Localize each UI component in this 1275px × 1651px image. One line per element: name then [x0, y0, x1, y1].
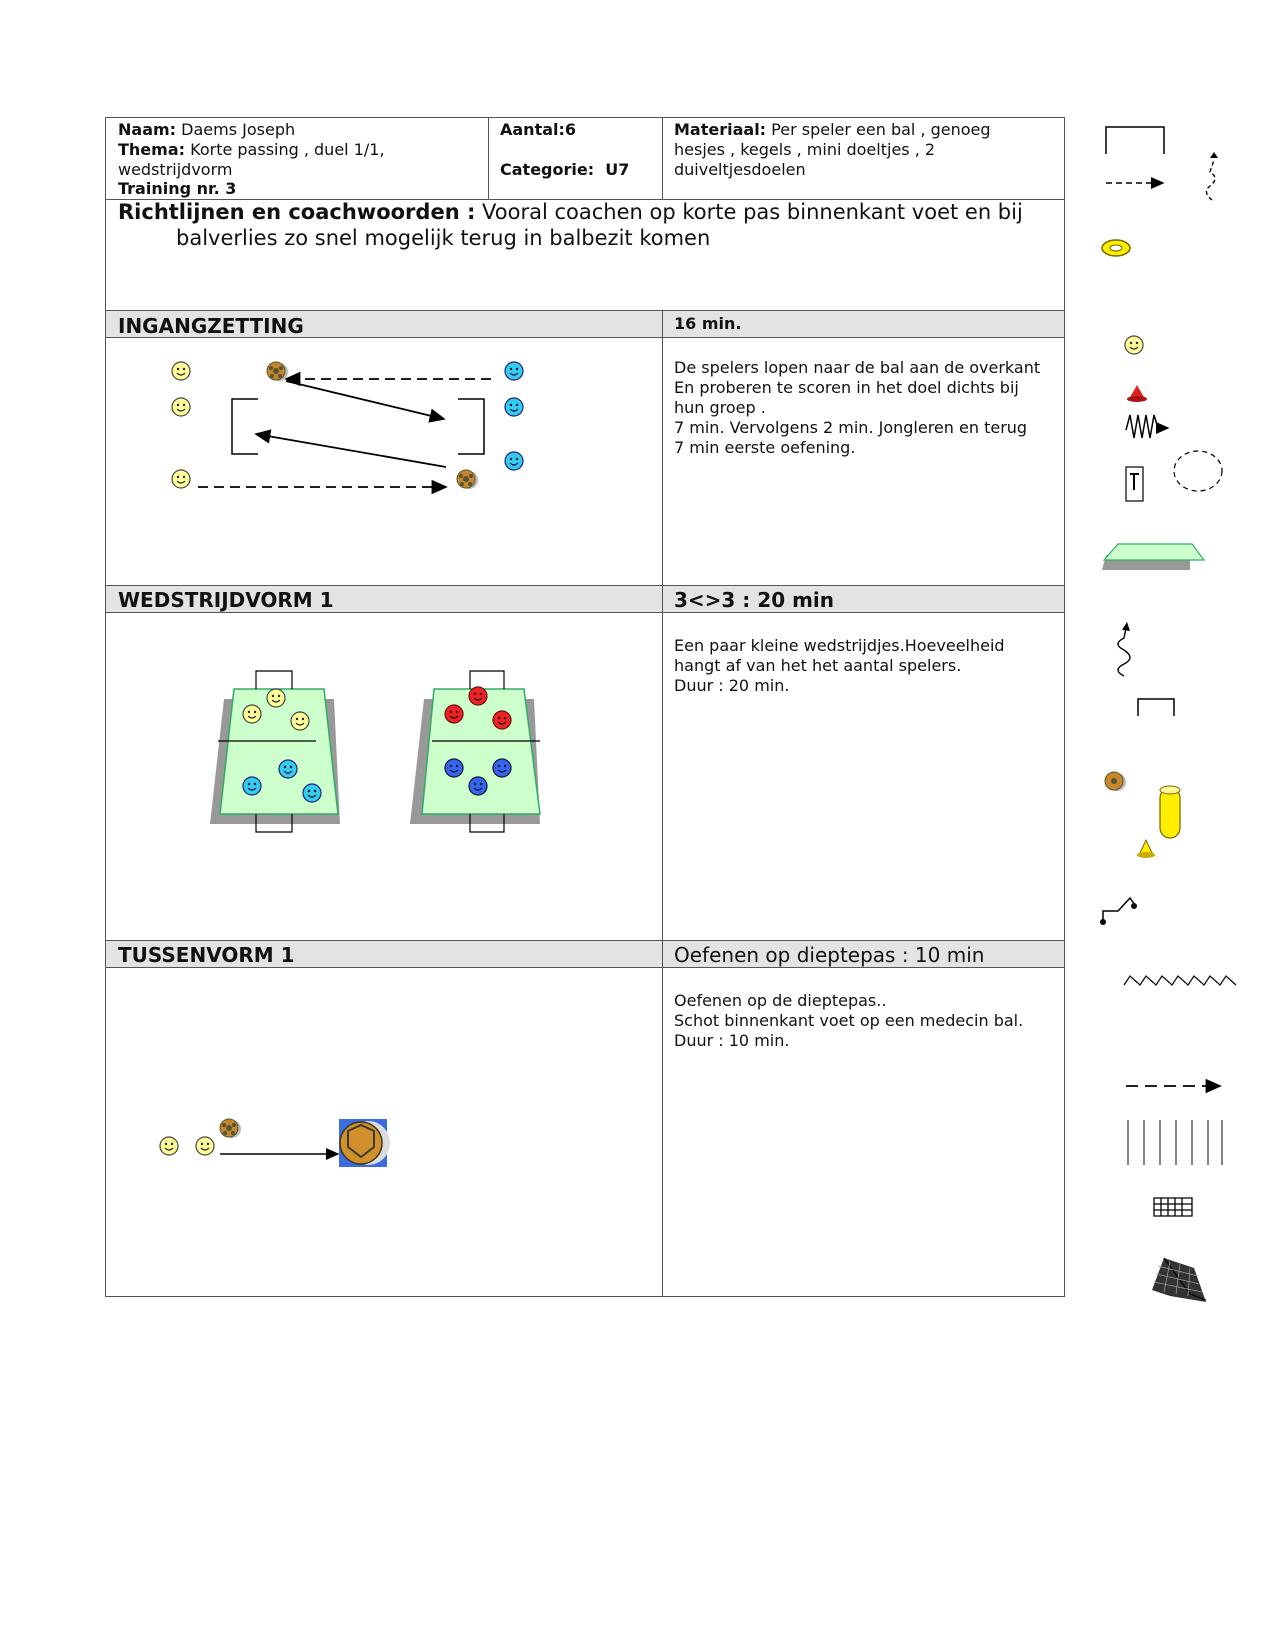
- section-title: WEDSTRIJDVORM 1: [118, 588, 334, 612]
- mini-goal-icon: [1138, 699, 1174, 716]
- goal-right: [458, 399, 484, 454]
- materiaal-line-2: hesjes , kegels , mini doeltjes , 2: [674, 140, 936, 159]
- run-arrow-icon: [1118, 628, 1130, 676]
- player-cyan: [279, 760, 297, 778]
- pass-arrow: [256, 434, 446, 467]
- divider: [662, 586, 663, 940]
- ball-icon: [1111, 778, 1117, 784]
- player-yellow: [196, 1137, 214, 1155]
- mini-goal: [256, 671, 292, 689]
- player-cyan: [243, 777, 261, 795]
- hurdle-icon: [1131, 903, 1137, 909]
- player-blue: [445, 759, 463, 777]
- wedstrijdvorm-diagram: [106, 614, 662, 940]
- divider: [662, 941, 663, 1297]
- yellow-cone-icon: [1139, 840, 1153, 855]
- ball-icon: [220, 1119, 241, 1138]
- player-cyan: [505, 362, 523, 380]
- hurdles-row-icon: [1124, 976, 1236, 985]
- hurdle-icon: [1103, 898, 1135, 922]
- ladder-icon: [1154, 1198, 1192, 1216]
- player-yellow: [172, 398, 190, 416]
- section-duration: Oefenen op dieptepas : 10 min: [674, 943, 985, 967]
- divider: [488, 118, 489, 199]
- cone-ring-icon: [1102, 240, 1130, 256]
- training-number: Training nr. 3: [118, 179, 237, 198]
- red-cone-icon: [1129, 385, 1145, 399]
- player-icon: [1130, 342, 1132, 344]
- dribble-arrow-icon: [1210, 152, 1218, 158]
- player-icon: [1125, 336, 1143, 354]
- player-red: [445, 705, 463, 723]
- goal-symbol-icon: [1106, 127, 1164, 154]
- run-arrow-icon: [1122, 622, 1130, 631]
- ball-icon: [457, 470, 478, 489]
- player-cyan: [505, 452, 523, 470]
- section-description: De spelers lopen naar de bal aan de overkant En proberen te scoren in het doel dichts bij hun groep . 7 min. Vervolgens 2 min. Jongleren en terug 7 min eerste oefening.: [674, 358, 1041, 457]
- player-cyan: [303, 784, 321, 802]
- pole-icon: [1130, 474, 1139, 490]
- materiaal-line: Materiaal: Per speler een bal , genoeg: [674, 120, 991, 139]
- section-description: Oefenen op de dieptepas.. Schot binnenkant voet op een medecin bal. Duur : 10 min.: [674, 991, 1024, 1050]
- player-yellow: [160, 1137, 178, 1155]
- naam-line: Naam: Daems Joseph: [118, 120, 296, 139]
- dummy-icon: [1160, 786, 1180, 794]
- zigzag-arrow-icon: [1126, 415, 1168, 438]
- section-title: INGANGZETTING: [118, 314, 304, 338]
- rebounder-icon: [1152, 1258, 1206, 1302]
- ball-icon: [1105, 772, 1123, 790]
- hurdle-icon: [1100, 919, 1106, 925]
- section-description: Een paar kleine wedstrijdjes.Hoeveelheid hangt af van het het aantal spelers. Duur : 20 min.: [674, 636, 1005, 695]
- divider: [106, 612, 1064, 613]
- poles-row-icon: [1128, 1120, 1222, 1165]
- player-cyan: [505, 398, 523, 416]
- richtlijnen-block: [106, 199, 1064, 310]
- field-symbol-icon: [1104, 544, 1204, 560]
- thema-line: Thema: Korte passing , duel 1/1,: [118, 140, 385, 159]
- player-red: [493, 711, 511, 729]
- player-blue: [493, 759, 511, 777]
- pass-arrow: [286, 381, 444, 419]
- pole-icon: [1126, 467, 1143, 501]
- mini-goal: [470, 671, 504, 689]
- player-red: [469, 687, 487, 705]
- player-icon: [1136, 342, 1138, 344]
- player-yellow: [291, 712, 309, 730]
- materiaal-line-3: duiveltjesdoelen: [674, 160, 806, 179]
- section-duration: 16 min.: [674, 314, 742, 333]
- richtlijnen-text: Richtlijnen en coachwoorden : Vooral coachen op korte pas binnenkant voet en bij balverlies zo snel mogelijk terug in balbezit komen: [118, 200, 1023, 250]
- ingangzetting-diagram: [106, 339, 662, 585]
- yellow-cone-icon: [1137, 852, 1155, 858]
- rebounder-icon: [1164, 1258, 1206, 1300]
- ball-icon: [1108, 773, 1126, 791]
- player-blue: [469, 777, 487, 795]
- red-cone-icon: [1127, 396, 1147, 402]
- dummy-icon: [1160, 788, 1180, 838]
- aantal: Aantal:6: [500, 120, 577, 139]
- player-yellow: [172, 362, 190, 380]
- player-yellow: [172, 470, 190, 488]
- zone-circle-icon: [1174, 451, 1222, 491]
- divider: [106, 967, 1064, 968]
- player-yellow: [267, 689, 285, 707]
- goal-left: [232, 399, 258, 454]
- player-yellow: [243, 705, 261, 723]
- training-sheet: [105, 117, 1065, 1297]
- field: [422, 689, 540, 814]
- player-icon: [1130, 347, 1138, 349]
- thema-line-2: wedstrijdvorm: [118, 160, 233, 179]
- categorie: Categorie: U7: [500, 160, 630, 179]
- rebounder-icon: [1154, 1262, 1202, 1296]
- divider: [662, 311, 663, 585]
- cone-ring-icon: [1110, 245, 1122, 251]
- dribble-arrow-icon: [1206, 160, 1215, 200]
- section-title: TUSSENVORM 1: [118, 943, 295, 967]
- ball-icon: [267, 362, 288, 381]
- field-symbol-icon: [1102, 555, 1190, 570]
- divider: [662, 118, 663, 199]
- section-duration: 3<>3 : 20 min: [674, 588, 834, 612]
- tussenvorm-diagram: [106, 969, 662, 1299]
